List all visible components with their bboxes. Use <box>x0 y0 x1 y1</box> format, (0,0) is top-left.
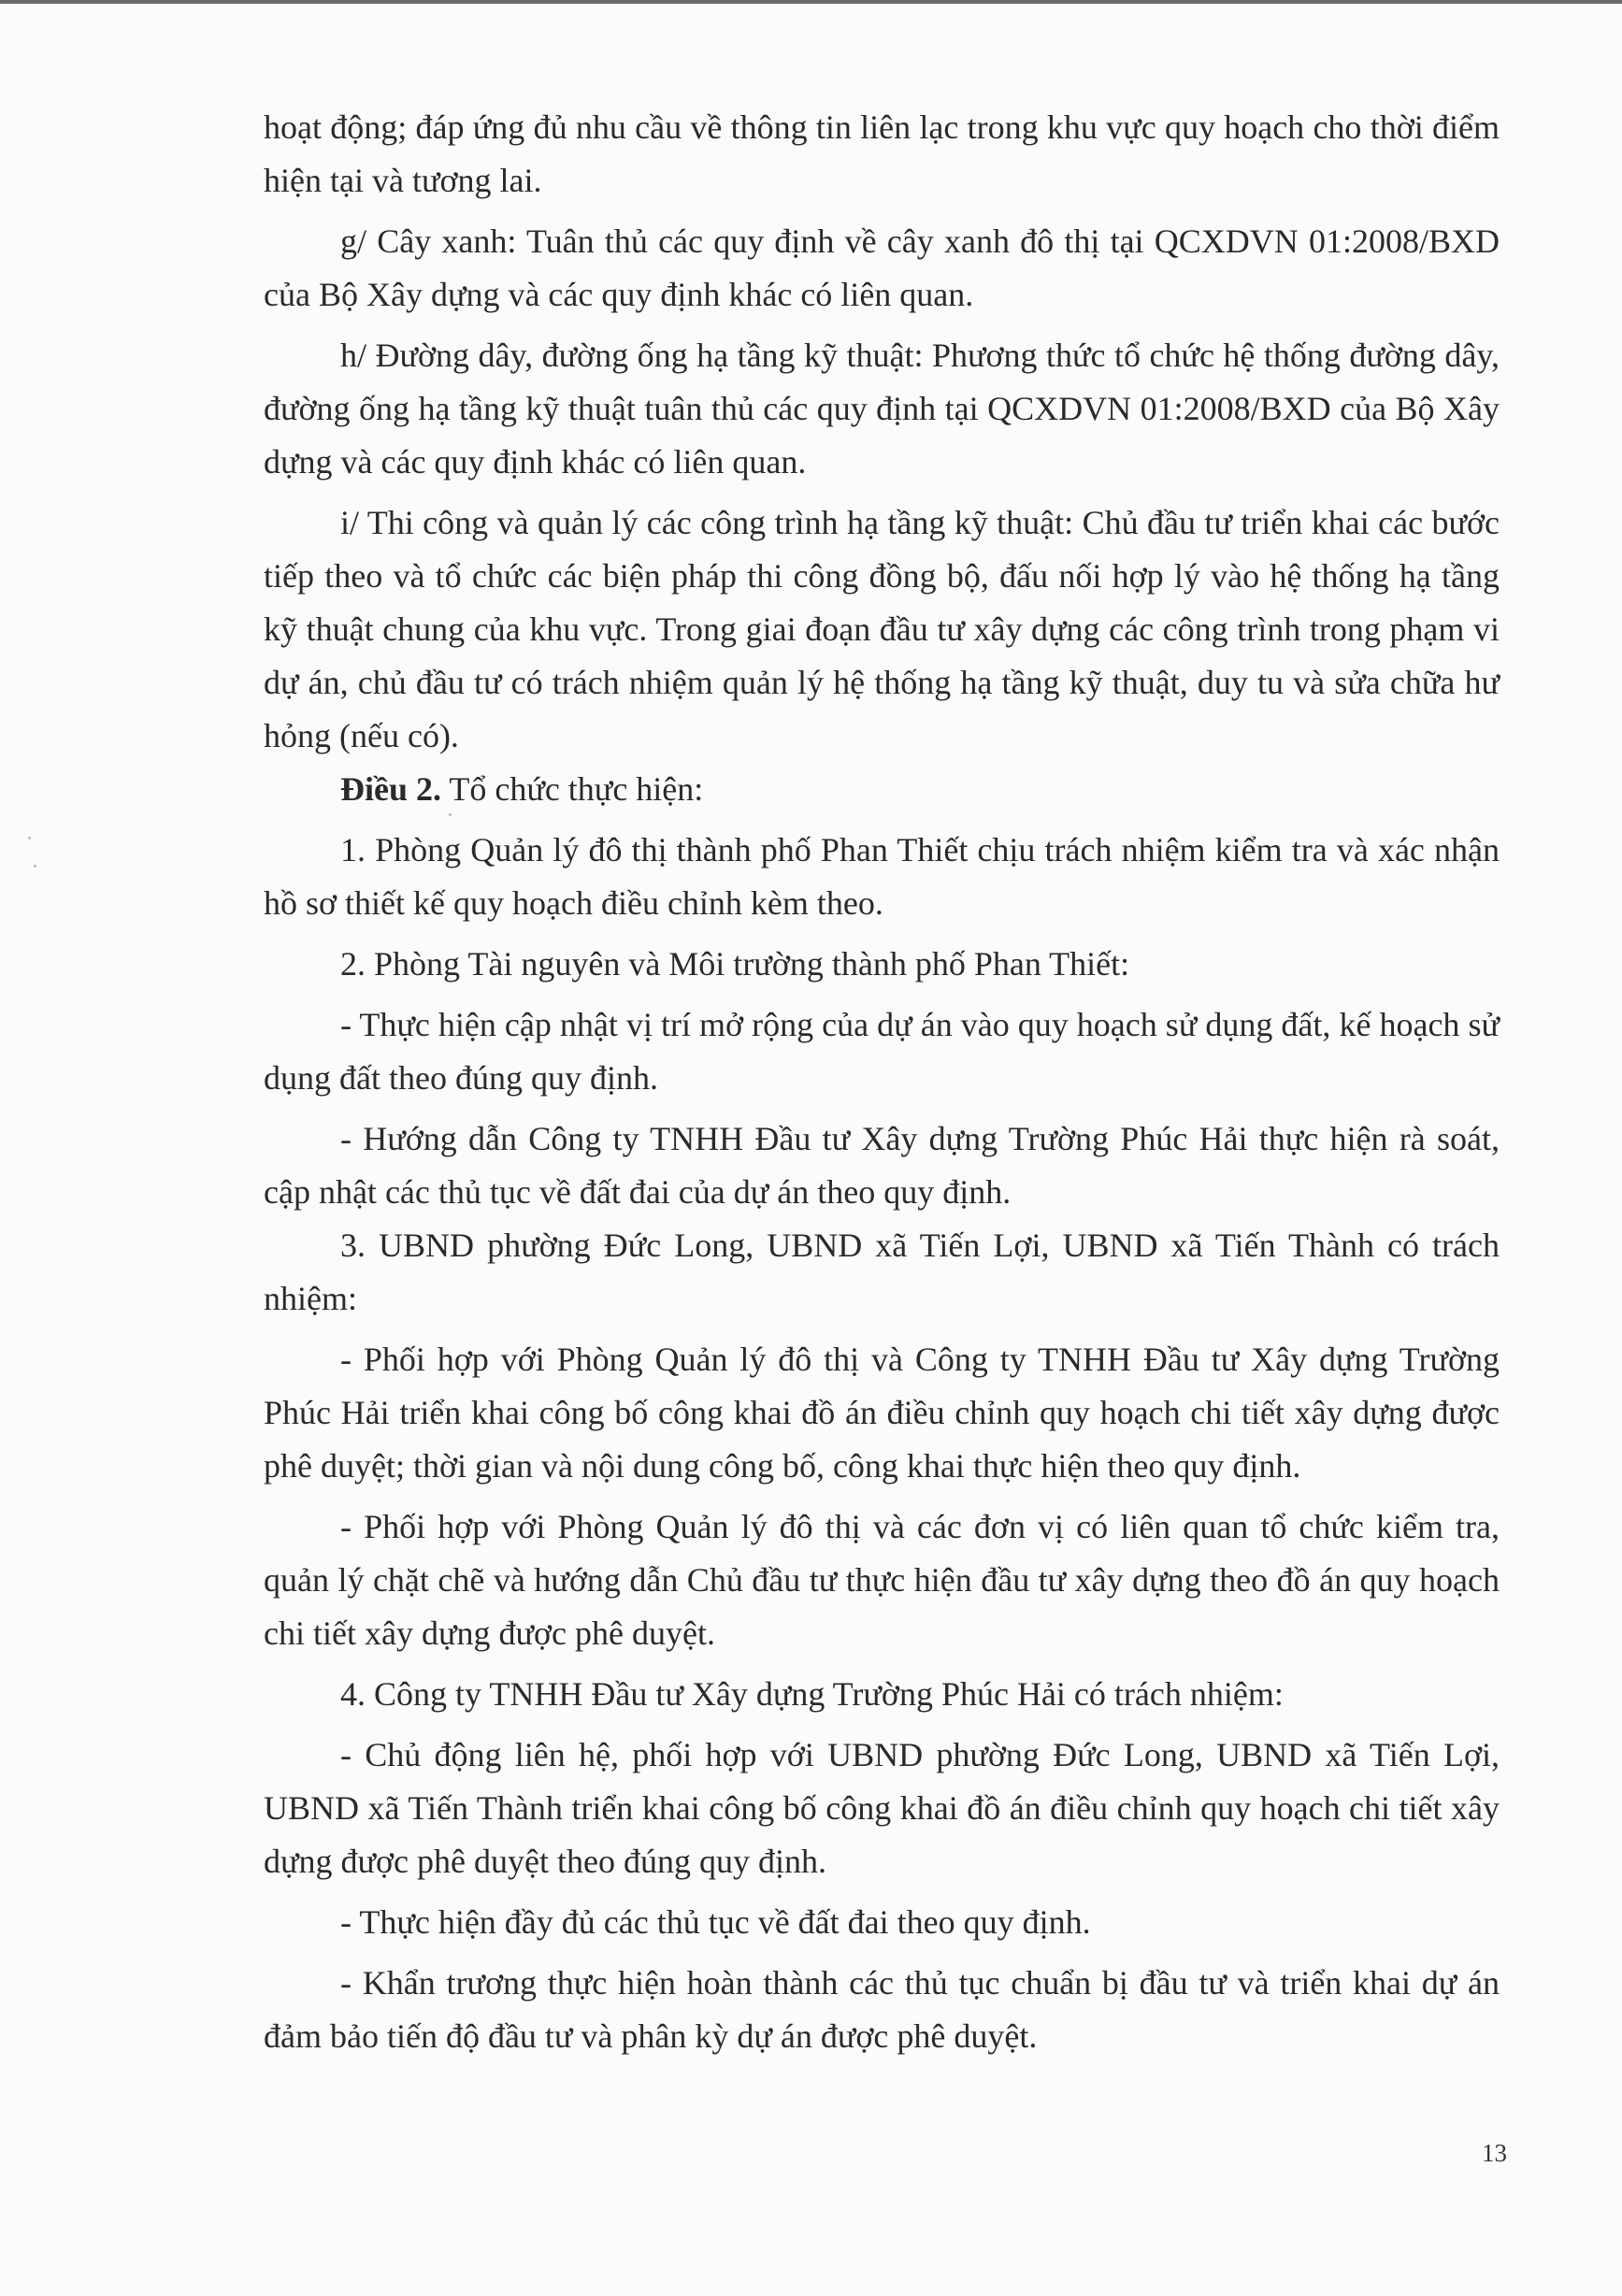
scan-speck <box>28 837 31 839</box>
paragraph-utility-lines: h/ Đường dây, đường ống hạ tầng kỹ thuật: Phương thức tổ chức hệ thống đường dây, đường ống hạ tầng kỹ thuật tuân thủ các quy định tại QCXDVN 01:2008/BXD của Bộ Xây dựng và các quy định khác có liên quan. <box>264 337 1500 481</box>
item-3-bullet-2: - Phối hợp với Phòng Quản lý đô thị và các đơn vị có liên quan tổ chức kiểm tra, quản lý chặt chẽ và hướng dẫn Chủ đầu tư thực hiện đầu tư xây dựng theo đồ án quy hoạch chi tiết xây dựng được phê duyệt. <box>264 1508 1500 1652</box>
item-2-bullet-2: - Hướng dẫn Công ty TNHH Đầu tư Xây dựng Trường Phúc Hải thực hiện rà soát, cập nhật các thủ tục về đất đai của dự án theo quy định. <box>264 1120 1500 1211</box>
document-page <box>264 101 1500 2063</box>
item-1: 1. Phòng Quản lý đô thị thành phố Phan Thiết chịu trách nhiệm kiểm tra và xác nhận hồ sơ thiết kế quy hoạch điều chỉnh kèm theo. <box>264 831 1500 922</box>
item-4: 4. Công ty TNHH Đầu tư Xây dựng Trường Phúc Hải có trách nhiệm: <box>340 1675 1284 1713</box>
scan-top-edge <box>0 0 1622 4</box>
item-4-bullet-2: - Thực hiện đầy đủ các thủ tục về đất đai theo quy định. <box>340 1903 1091 1941</box>
item-2: 2. Phòng Tài nguyên và Môi trường thành phố Phan Thiết: <box>340 945 1130 983</box>
page-number: 13 <box>1482 2139 1507 2167</box>
item-4-bullet-3: - Khẩn trương thực hiện hoàn thành các thủ tục chuẩn bị đầu tư và triển khai dự án đảm bảo tiến độ đầu tư và phân kỳ dự án được phê duyệt. <box>264 1964 1500 2055</box>
item-2-bullet-1: - Thực hiện cập nhật vị trí mở rộng của dự án vào quy hoạch sử dụng đất, kế hoạch sử dụng đất theo đúng quy định. <box>264 1006 1500 1097</box>
article-label: Điều 2. <box>340 770 441 808</box>
item-4-bullet-1: - Chủ động liên hệ, phối hợp với UBND phường Đức Long, UBND xã Tiến Lợi, UBND xã Tiến Thành triển khai công bố công khai đồ án điều chỉnh quy hoạch chi tiết xây dựng được phê duyệt theo đúng quy định. <box>264 1736 1500 1880</box>
scan-speck <box>34 865 36 868</box>
article-title: Tổ chức thực hiện: <box>441 770 704 808</box>
paragraph-green-trees: g/ Cây xanh: Tuân thủ các quy định về cây xanh đô thị tại QCXDVN 01:2008/BXD của Bộ Xây dựng và các quy định khác có liên quan. <box>264 222 1500 313</box>
item-3: 3. UBND phường Đức Long, UBND xã Tiến Lợi, UBND xã Tiến Thành có trách nhiệm: <box>264 1227 1500 1317</box>
paragraph-construction-management: i/ Thi công và quản lý các công trình hạ tầng kỹ thuật: Chủ đầu tư triển khai các bước tiếp theo và tổ chức các biện pháp thi công đồng bộ, đấu nối hợp lý vào hệ thống hạ tầng kỹ thuật chung của khu vực. Trong giai đoạn đầu tư xây dựng các công trình trong phạm vi dự án, chủ đầu tư có trách nhiệm quản lý hệ thống hạ tầng kỹ thuật, duy tu và sửa chữa hư hỏng (nếu có). <box>264 504 1500 754</box>
paragraph-continuation: hoạt động; đáp ứng đủ nhu cầu về thông tin liên lạc trong khu vực quy hoạch cho thời điểm hiện tại và tương lai. <box>264 108 1500 199</box>
item-3-bullet-1: - Phối hợp với Phòng Quản lý đô thị và Công ty TNHH Đầu tư Xây dựng Trường Phúc Hải triển khai công bố công khai đồ án điều chỉnh quy hoạch chi tiết xây dựng được phê duyệt; thời gian và nội dung công bố, công khai thực hiện theo quy định. <box>264 1341 1500 1485</box>
article-2-heading <box>264 763 1500 816</box>
